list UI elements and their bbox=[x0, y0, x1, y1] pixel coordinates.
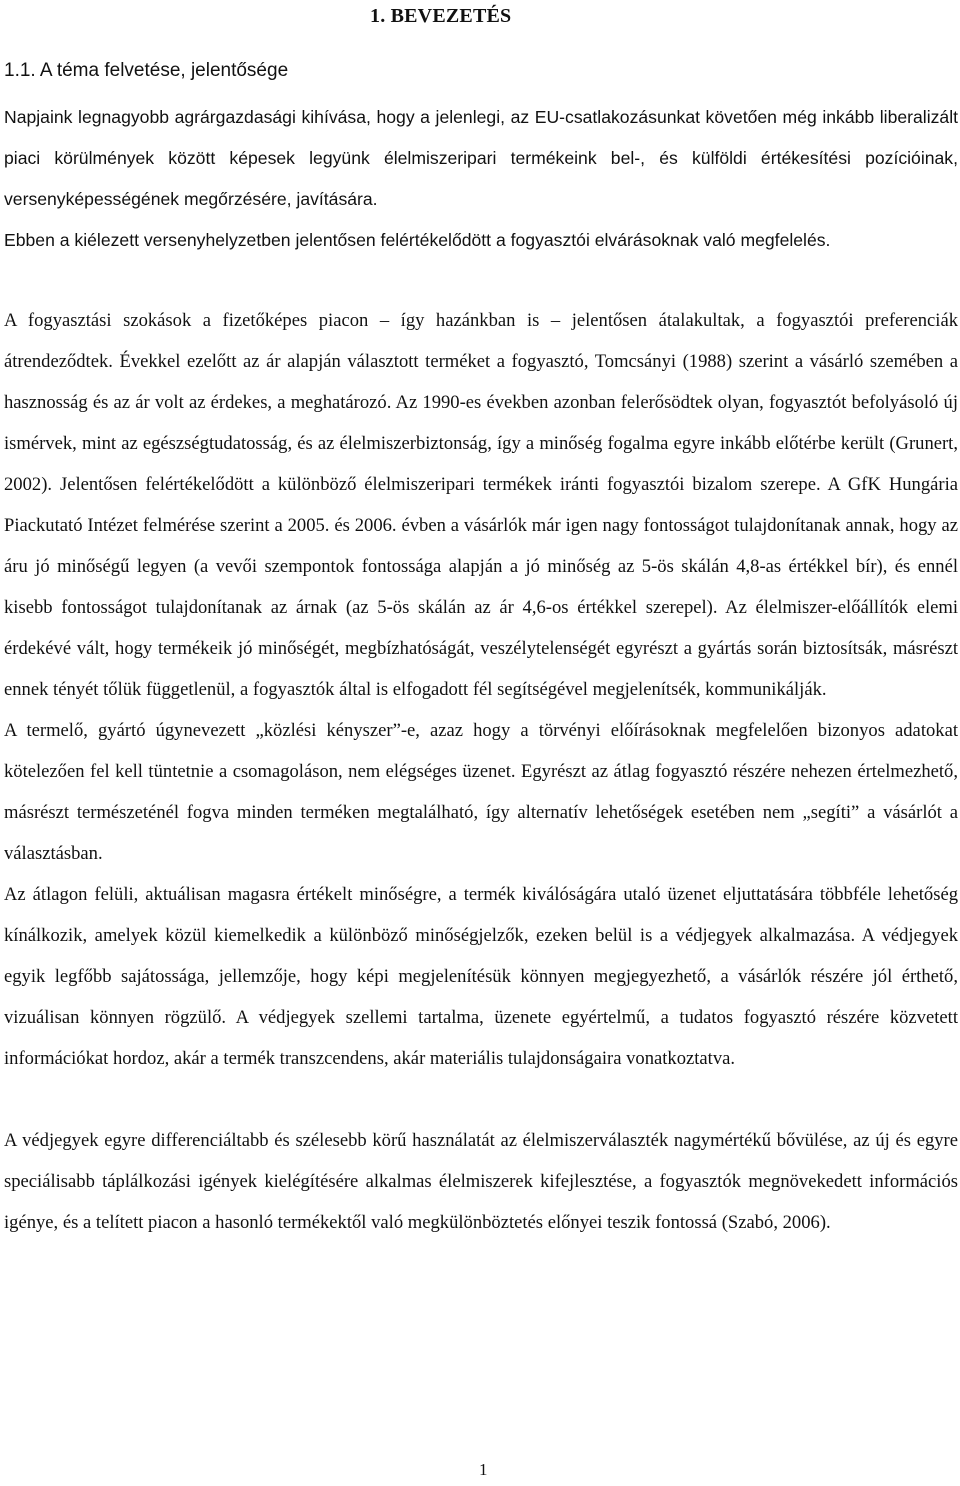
paragraph: Napjaink legnagyobb agrárgazdasági kihívása, hogy a jelenlegi, az EU-csatlakozásunkat követően még inkább liberalizált piaci körülmények között képesek legyünk élelmiszeripari termékeink bel-, és külföldi értékesítési pozícióinak, versenyképességének megőrzésére, javítására. bbox=[4, 107, 958, 209]
paragraph: A termelő, gyártó úgynevezett „közlési kényszer”-e, azaz hogy a törvényi előírásoknak megfelelően bizonyos adatokat kötelezően fel kell tüntetnie a csomagoláson, nem elégséges üzenet. Egyrészt az átlag fogyasztó részére nehezen értelmezhető, másrészt természeténél fogva minden terméken megtalálható, így alternatív lehetőségek esetében nem „segíti” a vásárlót a választásban. bbox=[4, 720, 958, 864]
paragraph: A fogyasztási szokások a fizetőképes piacon – így hazánkban is – jelentősen átalakultak, a fogyasztói preferenciák átrendeződtek. Évekkel ezelőtt az ár alapján választott terméket a fogyasztó, Tomcsányi (1988) szerint a vásárló szemében a hasznosság és az ár volt az érdekes, a meghatározó. Az 1990-es években azonban felerősödtek olyan, fogyasztót befolyásoló új ismérvek, mint az egészségtudatosság, és az élelmiszerbiztonság, így a minőség fogalma egyre inkább előtérbe került (Grunert, 2002). Jelentősen felértékelődött a különböző élelmiszeripari termékek iránti fogyasztói bizalom szerepe. A GfK Hungária Piackutató Intézet felmérése szerint a 2005. és 2006. évben a vásárlók már igen nagy fontosságot tulajdonítanak annak, hogy az áru jó minőségű legyen (a vevői szempontok fontossága alapján a jó minőség az 5-ös skálán 4,8-as értékkel bír), és ennél kisebb fontosságot tulajdonítanak az árnak (az 5-ös skálán az ár 4,6-os értékkel szerepel). Az élelmiszer-előállítók elemi érdekévé vált, hogy termékeik jó minőségét, megbízhatóságát, veszélytelenségét egyrészt a gyártás során biztosítsák, másrészt ennek tényét tőlük függetlenül, a fogyasztók által is elfogadott fél segítségével megjelenítsék, kommunikálják. bbox=[4, 310, 958, 700]
page-number: 1 bbox=[479, 1460, 488, 1479]
section-title: 1.1. A téma felvetése, jelentősége bbox=[4, 60, 289, 81]
intro-text-block bbox=[4, 97, 958, 261]
paragraph: Ebben a kiélezett versenyhelyzetben jelentősen felértékelődött a fogyasztói elvárásoknak való megfelelés. bbox=[4, 230, 831, 250]
body-text-block bbox=[4, 300, 958, 1243]
paragraph: A védjegyek egyre differenciáltabb és szélesebb körű használatát az élelmiszerválaszték nagymértékű bővülése, az új és egyre speciálisabb táplálkozási igények kielégítésére alkalmas élelmiszerek kifejlesztése, a fogyasztók megnövekedett információs igénye, és a telített piacon a hasonló termékektől való megkülönböztetés előnyei teszik fontossá (Szabó, 2006). bbox=[4, 1130, 958, 1233]
paragraph: Az átlagon felüli, aktuálisan magasra értékelt minőségre, a termék kiválóságára utaló üzenet eljuttatására többféle lehetőség kínálkozik, amelyek közül kiemelkedik a különböző minőségjelzők, ezeken belül is a védjegyek alkalmazása. A védjegyek egyik legfőbb sajátossága, jellemzője, hogy képi megjelenítésük könnyen megjegyezhető, a vásárlók részére jól érthető, vizuálisan könnyen rögzülő. A védjegyek szellemi tartalma, üzenete egyértelmű, a tudatos fogyasztó részére közvetett információkat hordoz, akár a termék transzcendens, akár materiális tulajdonságaira vonatkoztatva. bbox=[4, 884, 958, 1069]
chapter-title: 1. BEVEZETÉS bbox=[370, 5, 512, 27]
